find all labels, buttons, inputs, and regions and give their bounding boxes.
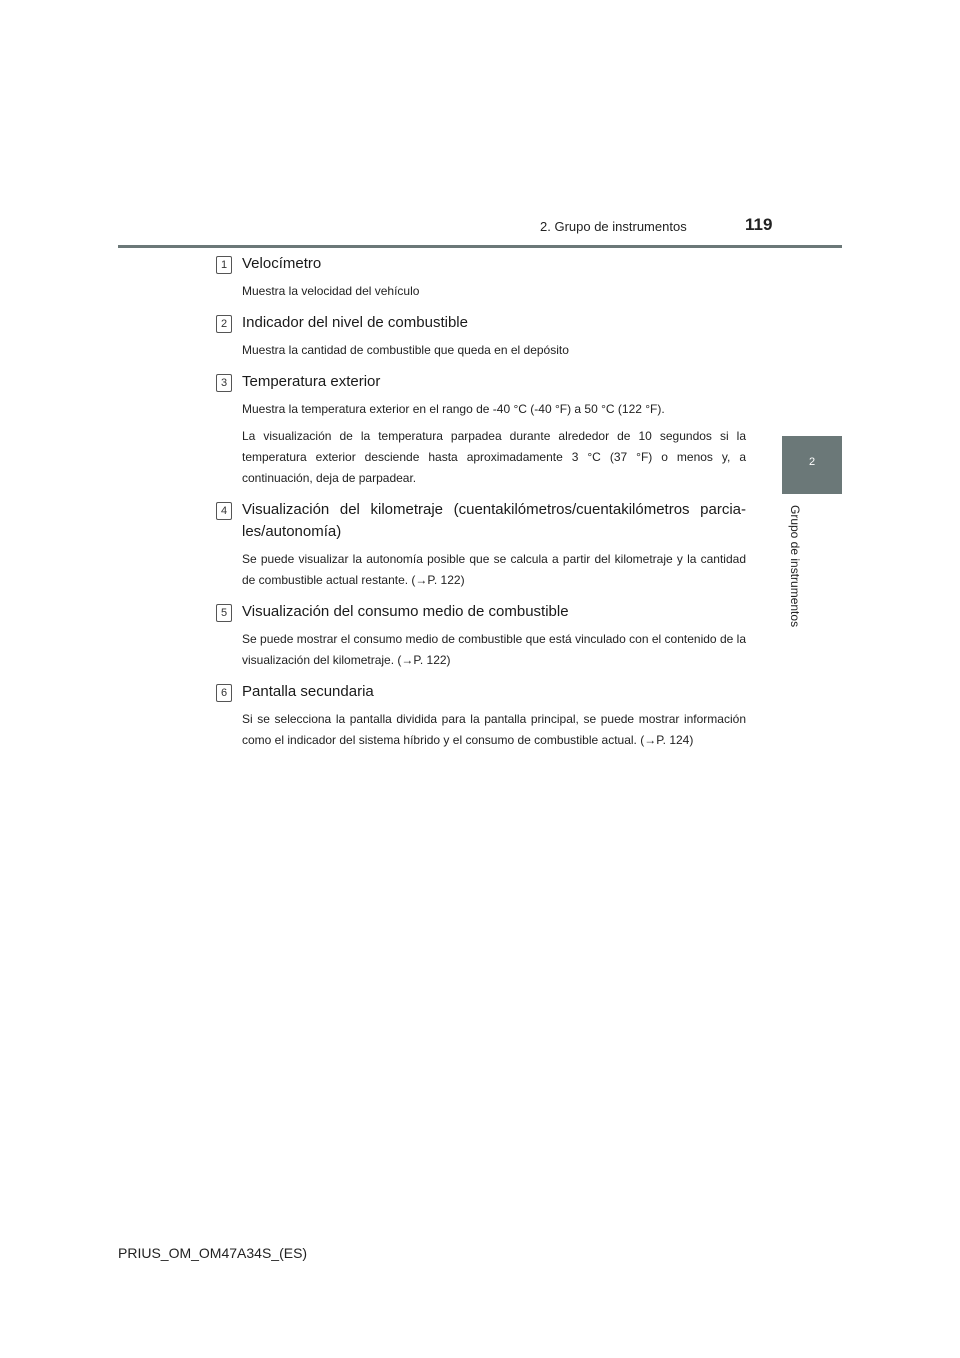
chapter-tab [782,436,842,494]
item-number-badge: 6 [216,684,232,702]
item-title: Temperatura exterior [242,373,381,390]
item-title: Visualización del consumo medio de combustible [242,603,569,620]
item-title: Visualización del kilometraje (cuentakilómetros/cuentakilómetros parcia-les/autonomía) [242,501,746,540]
list-item [216,499,746,591]
item-number-badge: 2 [216,315,232,333]
list-item [216,312,746,361]
item-description: Muestra la velocidad del vehículo [242,284,420,298]
list-item [216,371,746,489]
header-section-title: 2. Grupo de instrumentos [540,219,687,234]
item-list [216,253,746,761]
chapter-tab-number: 2 [808,456,816,468]
item-description: Se puede visualizar la autonomía posible que se calcula a partir del kilometraje y la cantidad de combustible actual restante. (→P. 122) [242,552,746,587]
item-number-badge: 4 [216,502,232,520]
item-number-badge: 5 [216,604,232,622]
item-description: La visualización de la temperatura parpadea durante alrededor de 10 segundos si la temperatura exterior desciende hasta aproximadamente 3 °C (37 °F) o menos y, a continuación, deja de parpadear. [242,429,746,485]
list-item [216,253,746,302]
page-number: 119 [745,215,773,234]
item-title: Indicador del nivel de combustible [242,314,468,331]
item-title: Velocímetro [242,255,322,272]
list-item [216,601,746,671]
item-description: Muestra la temperatura exterior en el rango de -40 °C (-40 °F) a 50 °C (122 °F). [242,402,665,416]
list-item [216,681,746,751]
item-number-badge: 1 [216,256,232,274]
chapter-side-title: Grupo de instrumentos [788,505,802,628]
item-number-badge: 3 [216,374,232,392]
item-description: Se puede mostrar el consumo medio de combustible que está vinculado con el contenido de la visualización del kilometraje. (→P. 122) [242,632,746,667]
header-divider [118,245,842,248]
item-title: Pantalla secundaria [242,683,374,700]
item-description: Muestra la cantidad de combustible que queda en el depósito [242,343,569,357]
document-id: PRIUS_OM_OM47A34S_(ES) [118,1245,308,1261]
item-description: Si se selecciona la pantalla dividida para la pantalla principal, se puede mostrar información como el indicador del sistema híbrido y el consumo de combustible actual. (→P. 124) [242,712,746,747]
